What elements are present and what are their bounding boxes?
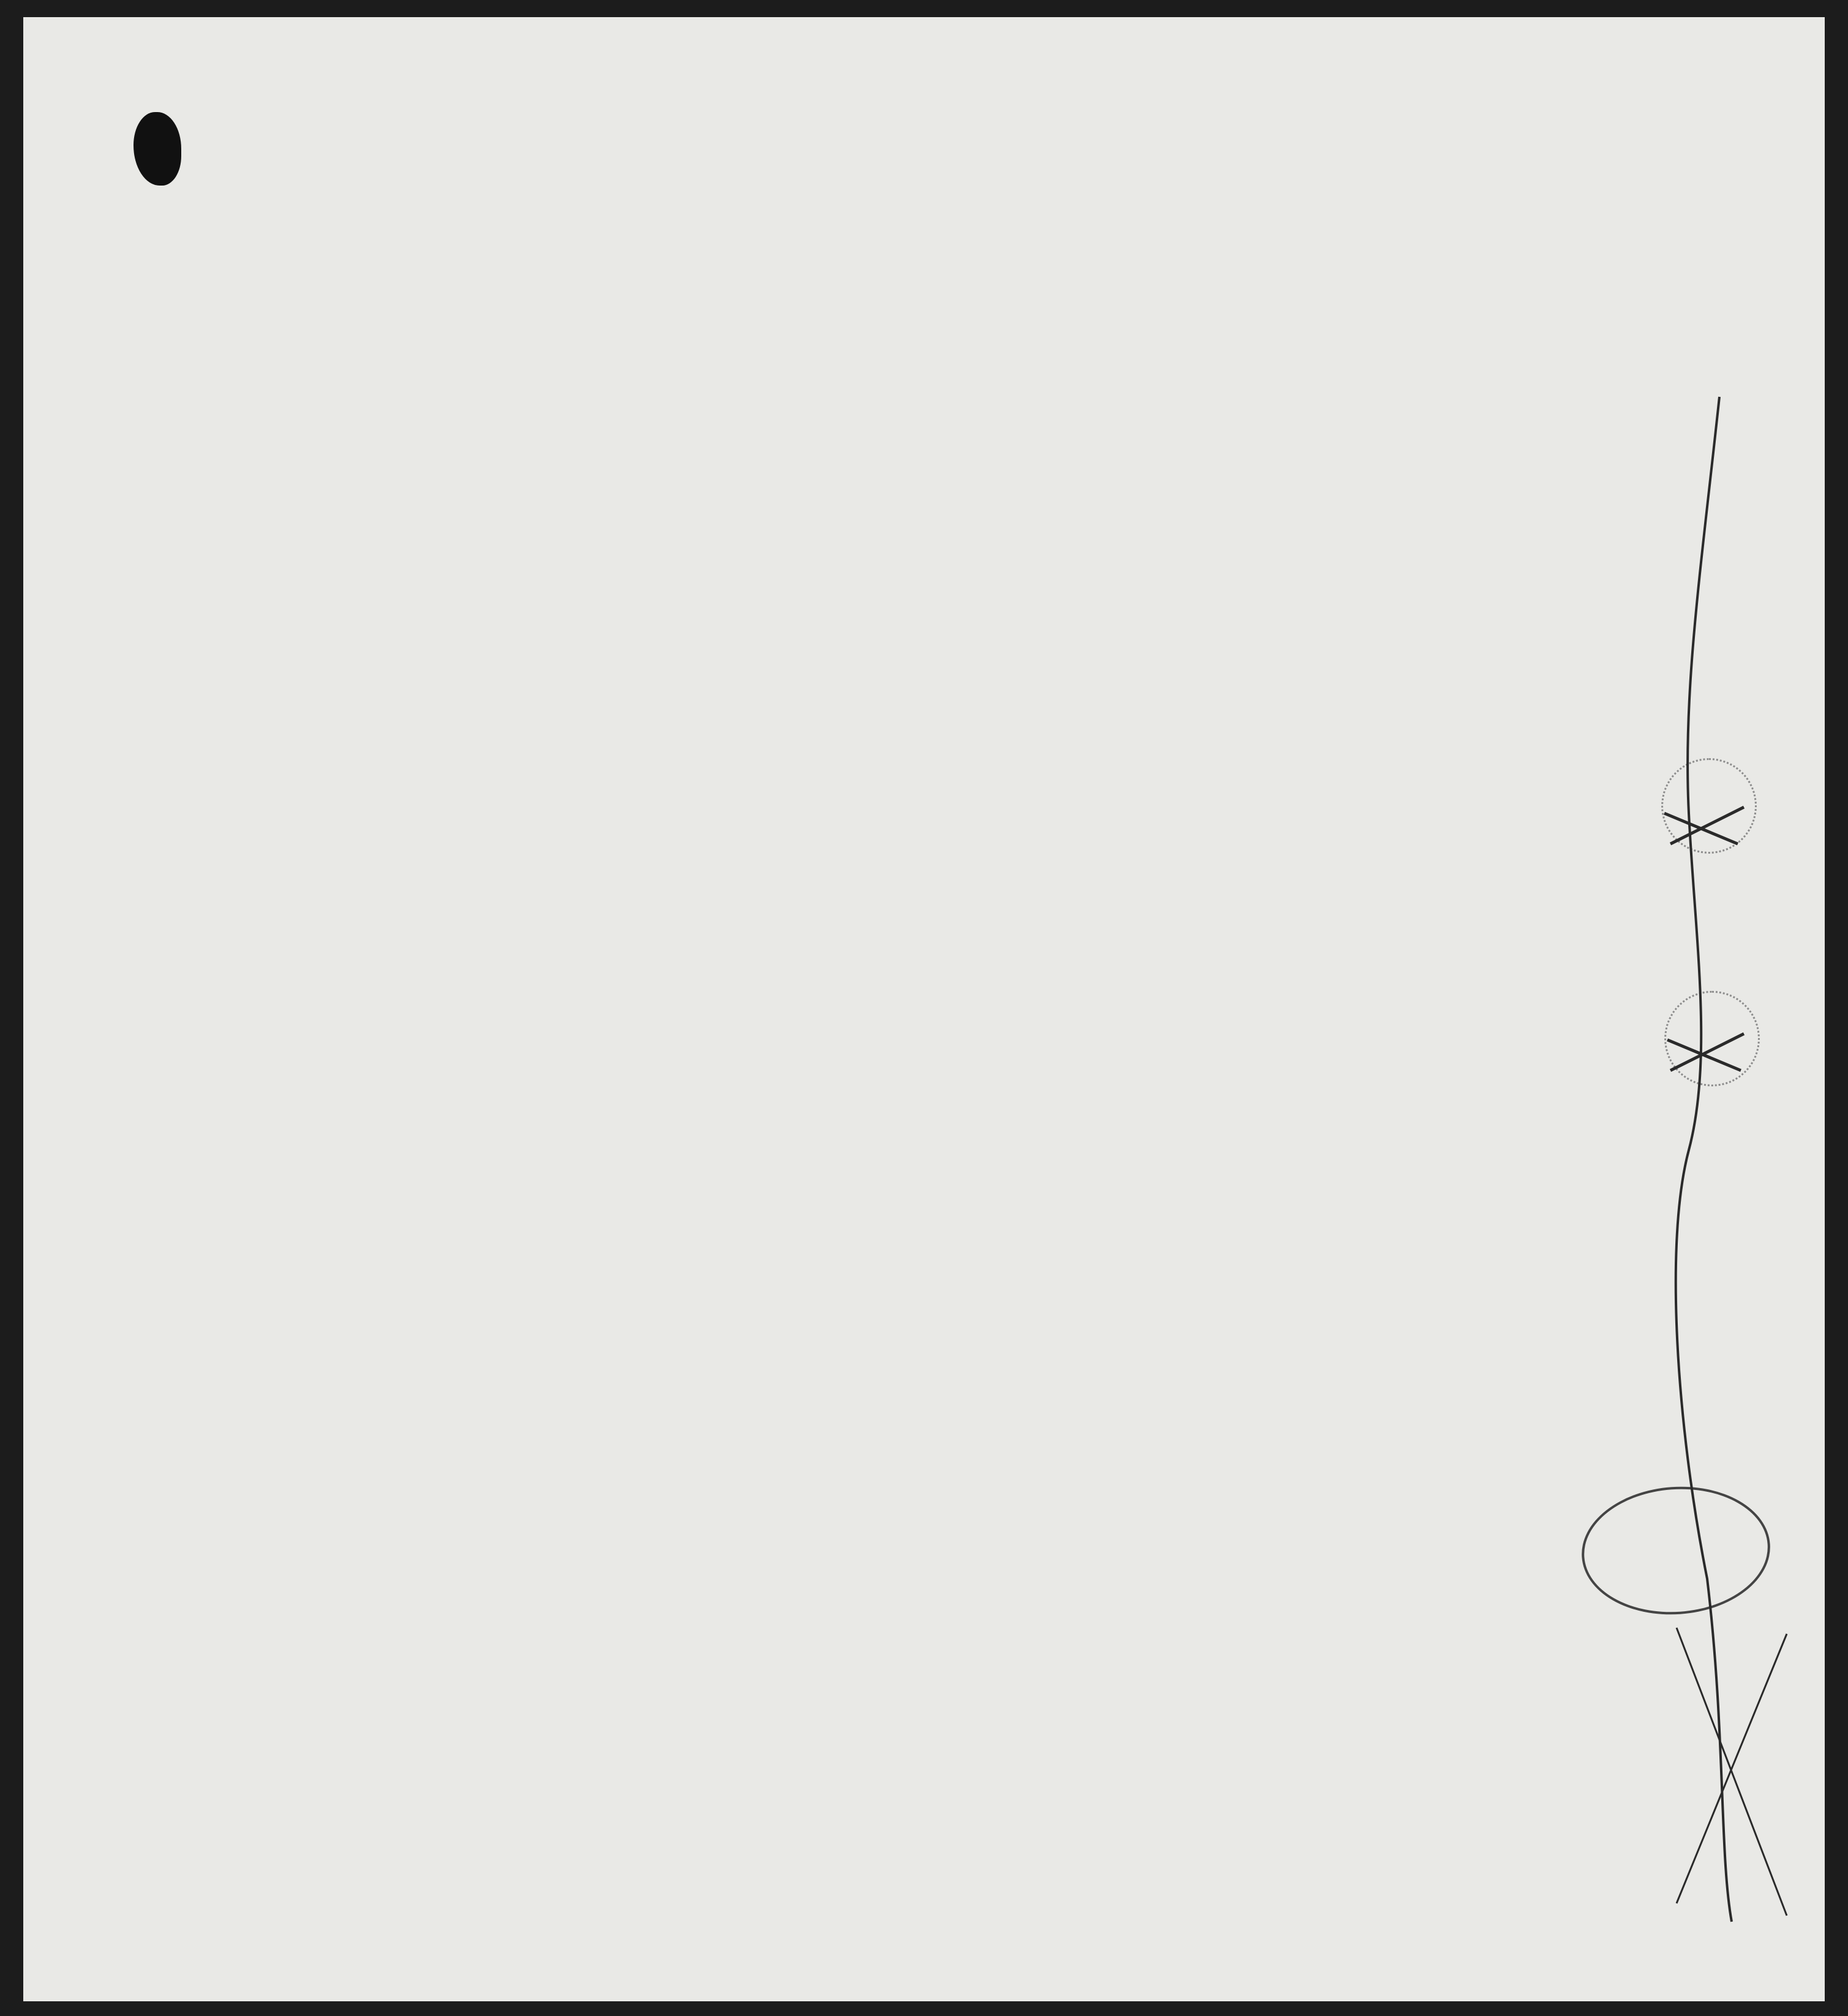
manifest-sheet [23,17,1825,2001]
officer-pen-strokes [23,17,1825,2001]
